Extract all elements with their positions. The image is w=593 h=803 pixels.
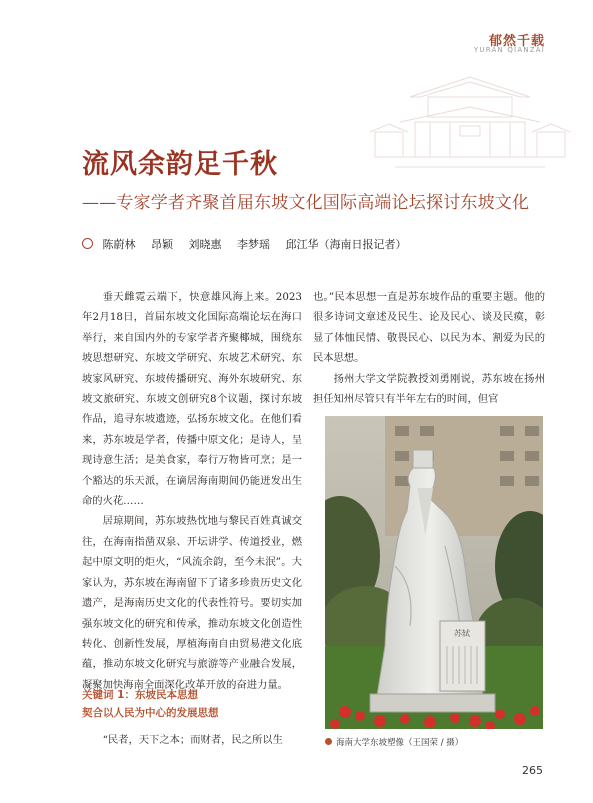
building-illustration-icon	[370, 62, 570, 182]
body-paragraph: 扬州大学文学院教授刘勇刚说，苏东坡在扬州担任知州尽管只有半年左右的时间，但官	[313, 372, 545, 406]
page-number: 265	[522, 764, 543, 777]
caption-dot-icon	[325, 738, 332, 745]
body-paragraph: 居琼期间，苏东坡热忱地与黎民百姓真诚交往，在海南指凿双泉、开坛讲学、传道授业，燃起中原文明的炬火，“风流余韵，至今未泯”。大家认为，苏东坡在海南留下了诸多珍贵历史文化遗产，是海南历史文化的代表性符号。要切实加强东坡文化的研究和传承，推动东坡文化创造性转化、创新性发展，厚植海南自由贸易港文化底蕴，推动东坡文化研究与旅游等产业融合发展，凝聚加快海南全面深化改革开放的奋进力量。	[82, 515, 302, 691]
author-name: 陈蔚林	[102, 238, 136, 251]
column-name: 郁然千载	[488, 34, 545, 49]
plaque-title: 苏轼	[454, 629, 470, 638]
article-subtitle: ——专家学者齐聚首届东坡文化国际高端论坛探讨东坡文化	[82, 193, 530, 213]
keyword-line: 关键词 1：东坡民本思想	[82, 689, 198, 701]
body-paragraph: 垂天雌霓云端下，快意雄风海上来。2023年2月18日，首届东坡文化国际高端论坛在海口举行，来自国内外的专家学者齐聚椰城，围绕东坡思想研究、东坡文学研究、东坡艺术研究、东坡家风研究、东坡传播研究、海外东坡研究、东坡文旅研究、东坡文创研究8个议题，探讨东坡作品，追寻东坡遗迹，弘扬东坡文化。在他们看来，苏东坡是学者，传播中原文化；是诗人，呈现诗意生活；是美食家，奉行万物皆可烹；是一个豁达的乐天派，在谪居海南期间仍能迸发出生命的火花……	[82, 291, 302, 508]
article-title: 流风余韵足千秋	[82, 149, 278, 180]
author-name: 李梦瑶	[237, 238, 270, 251]
author-name: 昂颖	[151, 238, 173, 251]
author-name: 邱江华（海南日报记者）	[285, 238, 407, 251]
circle-bullet-icon	[82, 238, 93, 249]
left-text-column	[82, 287, 302, 695]
body-paragraph: “民者，天下之本；而财者，民之所以生	[102, 734, 283, 746]
right-text-column	[313, 287, 545, 409]
caption-text: 海南大学东坡塑像（王国荣 / 摄）	[336, 738, 464, 748]
statue-photo	[325, 416, 543, 729]
body-paragraph: 也。”民本思想一直是苏东坡作品的重要主题。他的很多诗词文章述及民生、论及民心、谈及民瘼，彰显了体恤民情、敬畏民心、以民为本、割爱为民的民本思想。	[313, 291, 545, 365]
statue-image-icon	[325, 416, 543, 729]
author-name: 刘晓惠	[188, 238, 222, 251]
keyword-line: 契合以人民为中心的发展思想	[82, 707, 219, 719]
left-bottom-text	[82, 730, 302, 750]
keyword-heading	[82, 686, 219, 722]
photo-caption	[325, 736, 463, 748]
author-line	[82, 236, 419, 252]
column-roman: YURAN QIANZAI	[473, 46, 545, 54]
